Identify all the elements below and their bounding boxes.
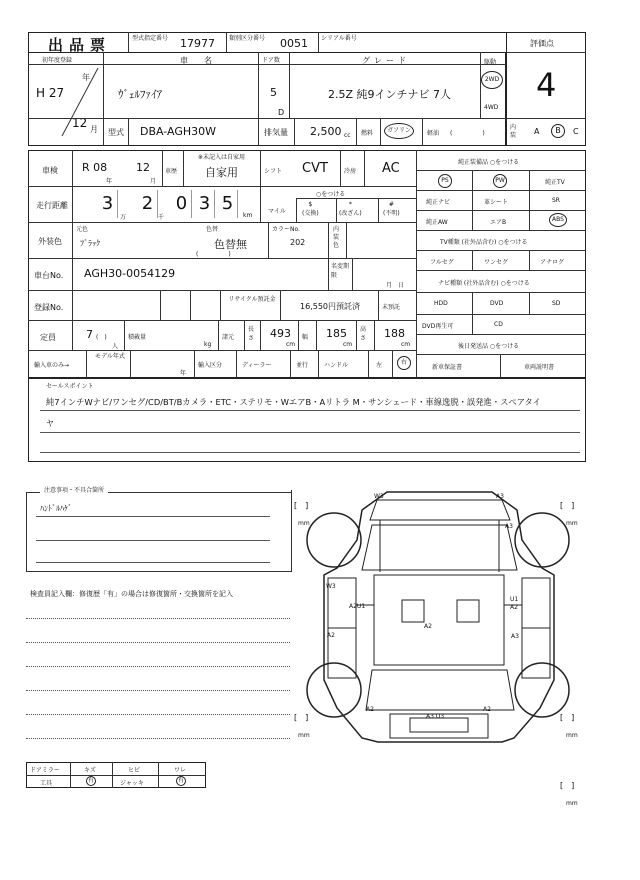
model-label: 型式 bbox=[108, 128, 124, 137]
interior-label: 内装 bbox=[510, 124, 517, 139]
km-unit: km bbox=[243, 212, 253, 219]
type-designation-no: 17977 bbox=[180, 37, 215, 50]
orig-color-label: 元色 bbox=[76, 226, 89, 233]
later-manual: 車両説明書 bbox=[524, 364, 555, 371]
inspector-line bbox=[26, 738, 290, 739]
eq-pw-circled: PW bbox=[493, 174, 507, 188]
chassis-label: 車台No. bbox=[34, 271, 64, 280]
wheel-rear-left bbox=[307, 663, 361, 717]
bracket-rear-right: [ ] bbox=[560, 713, 575, 722]
dims-label: 諸元 bbox=[222, 334, 235, 341]
grade-value: 2.5Z 純9インチナビ 7人 bbox=[328, 88, 452, 101]
mileage-digit: 3 bbox=[98, 190, 118, 218]
year-unit: 年 bbox=[82, 73, 90, 82]
length-cm: cm bbox=[286, 341, 296, 348]
navi-title: ナビ種類 (社外品含む) ○をつける bbox=[438, 280, 530, 287]
eq-genuine-aw: 純正AW bbox=[426, 219, 448, 226]
shift-label: シフト bbox=[264, 168, 283, 175]
fuel-other: ( ) bbox=[450, 130, 485, 137]
unknown-option: # (不明) bbox=[383, 201, 400, 217]
length-label: 長さ bbox=[248, 326, 255, 342]
exchange-option: $ (交換) bbox=[302, 201, 319, 217]
notes-text: ﾊﾝﾄﾞﾙﾊｹﾞ bbox=[40, 504, 72, 513]
interior-c: C bbox=[573, 127, 579, 136]
dmg-a2-bottom: A2 bbox=[366, 706, 374, 713]
model-year-unit: 年 bbox=[180, 370, 187, 377]
bracket-front-left: [ ] bbox=[294, 501, 309, 510]
eq-airbag: エアB bbox=[490, 219, 507, 226]
mm-rear-left: mm bbox=[298, 732, 310, 739]
inspection-value: R 08 bbox=[82, 161, 108, 174]
mm-front-right: mm bbox=[566, 520, 578, 527]
roof-right-panel bbox=[457, 600, 479, 622]
navi-sd: SD bbox=[552, 300, 561, 307]
dmg-a2-left: A2 bbox=[327, 632, 335, 639]
displacement-label: 排気量 bbox=[264, 128, 288, 137]
fuel-gasoline-circled: ガソリン bbox=[384, 123, 414, 139]
inspector-label: 検査員記入欄：修復歴「有」の場合は修復箇所・交換箇所を記入 bbox=[30, 590, 233, 598]
eq-genuine-navi: 純正ナビ bbox=[426, 199, 451, 206]
dmg-a3u3: A3 U3 bbox=[426, 713, 445, 720]
reg-label: 登録No. bbox=[34, 303, 64, 312]
handle-label: ハンドル bbox=[324, 362, 349, 369]
displacement-value: 2,500 bbox=[310, 125, 342, 138]
type-designation-label: 型式指定番号 bbox=[132, 35, 169, 42]
navi-cd: CD bbox=[494, 321, 503, 328]
dmg-a3-top: A3 bbox=[496, 493, 504, 500]
height-cm: cm bbox=[401, 341, 411, 348]
mileage-digit: 5 bbox=[218, 190, 238, 218]
orig-color-value: ﾌﾞﾗｯｸ bbox=[80, 239, 100, 248]
history-value: 自家用 bbox=[205, 166, 238, 179]
inspector-line bbox=[26, 690, 290, 691]
legend-crack: ヒビ bbox=[128, 767, 141, 774]
serial-label: シリアル番号 bbox=[321, 35, 357, 42]
car-name: ｳﾞｪﾙﾌｧｲｱ bbox=[118, 88, 162, 101]
capacity-label: 定員 bbox=[40, 333, 56, 342]
length-value: 493 bbox=[270, 327, 291, 340]
bracket-spare: [ ] bbox=[560, 781, 575, 790]
kg-unit: kg bbox=[204, 341, 212, 348]
wheel-rear-right bbox=[515, 663, 569, 717]
tv-title: TV種類 (社外品含む) ○をつける bbox=[440, 239, 528, 246]
import-cat-label: 輸入区分 bbox=[198, 362, 223, 369]
dealer-option: ディーラー bbox=[242, 362, 272, 369]
legend-jack-yes bbox=[176, 776, 186, 786]
color-no-value: 202 bbox=[290, 238, 306, 247]
doors-value: 5 bbox=[270, 86, 277, 99]
tools-yes-circled: 有 bbox=[87, 777, 94, 784]
roof bbox=[374, 575, 504, 665]
capacity-paren: ( ) bbox=[96, 334, 107, 341]
rear-plate bbox=[410, 718, 468, 732]
eq-abs-circled: ABS bbox=[549, 213, 567, 227]
width-value: 185 bbox=[326, 327, 347, 340]
grade-label: グレード bbox=[362, 56, 410, 65]
interior-b bbox=[551, 124, 565, 138]
history-note: ※未記入は自家用 bbox=[198, 154, 246, 161]
car-diagram bbox=[292, 480, 592, 810]
eq-abs bbox=[549, 213, 567, 227]
cc-unit: cc bbox=[344, 132, 351, 139]
windshield bbox=[370, 500, 510, 520]
legend-jack: ジャッキ bbox=[120, 780, 144, 787]
dmg-a2-center: A2 bbox=[424, 623, 432, 630]
tv-fullseg: フルセグ bbox=[430, 259, 454, 266]
handle-right-circled: 右 bbox=[397, 356, 411, 370]
eq-sr: SR bbox=[552, 197, 560, 204]
recycle-value: 16,550円預託済 bbox=[300, 302, 360, 311]
rear-window bbox=[366, 670, 514, 710]
mileage-label: 走行距離 bbox=[36, 201, 68, 210]
drive-label: 駆動 bbox=[484, 59, 497, 66]
mm-spare: mm bbox=[566, 800, 578, 807]
dmg-a2u1: A2U1 bbox=[349, 603, 366, 610]
mark-note: ○をつける bbox=[316, 191, 346, 198]
roof-left-panel bbox=[402, 600, 424, 622]
rating-value: 4 bbox=[536, 66, 557, 104]
eq-leather: 革シート bbox=[484, 199, 509, 206]
car-name-label: 車 名 bbox=[180, 56, 216, 65]
drive-2wd bbox=[481, 71, 503, 89]
genuine-title: 純正装備品 ○をつける bbox=[458, 159, 520, 166]
dmg-a3-mid: A3 bbox=[511, 633, 519, 640]
sales-line1: 純7インチWナビ/ワンセグ/CD/BT/Bカメラ・ETC・ステリモ・WエアB・Aリトラ M・サンシェード・車線逸脱・誤発進・スペアタイ bbox=[46, 397, 541, 407]
tv-oneseg: ワンセグ bbox=[484, 259, 509, 266]
sales-label: セールスポイント bbox=[46, 383, 94, 390]
eq-ps-circled: PS bbox=[438, 174, 452, 188]
bracket-rear-left: [ ] bbox=[294, 713, 309, 722]
eq-genuine-tv: 純正TV bbox=[545, 179, 565, 186]
parallel-option: 並行 bbox=[296, 362, 309, 369]
insp-month: 12 bbox=[136, 161, 150, 174]
width-label: 幅 bbox=[302, 334, 309, 341]
navi-dvd-play: DVD再生可 bbox=[422, 323, 454, 330]
later-warranty: 新車保証書 bbox=[432, 364, 463, 371]
door-suffix: D bbox=[278, 108, 285, 117]
later-title: 後日発送品 ○をつける bbox=[458, 343, 520, 350]
mm-front-left: mm bbox=[298, 520, 310, 527]
height-value: 188 bbox=[384, 327, 405, 340]
shift-value: CVT bbox=[302, 161, 328, 176]
dmg-w3-top: W3 bbox=[374, 493, 384, 500]
color-row-label: 外装色 bbox=[38, 237, 62, 246]
fuel-gasoline bbox=[384, 123, 414, 139]
fuel-label: 燃料 bbox=[361, 130, 374, 137]
capacity-unit: 人 bbox=[112, 343, 119, 350]
legend-scratch: キズ bbox=[84, 767, 96, 774]
color-paren: ( ) bbox=[196, 251, 231, 258]
first-reg-label: 初年度登録 bbox=[42, 57, 73, 64]
notes-label: 注意事項・不具合箇所 bbox=[40, 485, 108, 494]
hood bbox=[362, 525, 517, 570]
name-change-unit: 月 日 bbox=[386, 282, 405, 289]
mileage-digit: 3 bbox=[195, 190, 215, 218]
rating-label: 評価点 bbox=[530, 39, 554, 48]
mileage-sen: 千 bbox=[158, 214, 165, 221]
legend-door-mirror: ドアミラー bbox=[30, 767, 60, 774]
name-change-label: 名変期限 bbox=[331, 263, 350, 279]
eq-ps bbox=[438, 174, 452, 188]
first-reg-era: H 27 bbox=[36, 86, 65, 100]
history-label: 車歴 bbox=[165, 168, 178, 175]
legend-broken: ワレ bbox=[174, 767, 187, 774]
bracket-front-right: [ ] bbox=[560, 501, 575, 510]
dmg-u1-right: U1 A2 bbox=[510, 596, 519, 611]
interior-a: A bbox=[534, 127, 540, 136]
jack-yes-circled: 有 bbox=[177, 777, 184, 784]
mile-label: マイル bbox=[268, 208, 286, 215]
mileage-man: 万 bbox=[120, 214, 127, 221]
category-no: 0051 bbox=[280, 37, 308, 50]
eq-pw bbox=[493, 174, 507, 188]
capacity-value: 7 bbox=[86, 328, 93, 341]
dmg-a2-bottom-right: A2 bbox=[483, 706, 491, 713]
tampered-option: * (改ざん) bbox=[339, 201, 362, 217]
tv-analog: アナログ bbox=[540, 259, 565, 266]
chassis-value: AGH30-0054129 bbox=[84, 267, 176, 280]
navi-hdd: HDD bbox=[434, 300, 448, 307]
interior-b-circled: B bbox=[551, 124, 565, 138]
dmg-a3-right: A3 bbox=[505, 523, 513, 530]
handle-left: 左 bbox=[376, 362, 383, 369]
fuel-diesel: 軽油 bbox=[427, 130, 440, 137]
dmg-w3-left: W3 bbox=[326, 583, 336, 590]
interior-color-label: 内装色 bbox=[333, 226, 340, 249]
inspector-line bbox=[26, 666, 290, 667]
model-year-label: モデル年式 bbox=[95, 353, 125, 360]
ac-label: 冷房 bbox=[344, 168, 357, 175]
month-unit: 月 bbox=[90, 125, 98, 134]
doors-label: ドア数 bbox=[262, 57, 280, 64]
sales-line2: ヤ bbox=[46, 419, 54, 428]
color-change-value: 色替無 bbox=[214, 238, 247, 251]
legend-tools: 工具 bbox=[40, 780, 53, 787]
insp-month-unit: 月 bbox=[150, 178, 157, 185]
legend-tools-yes bbox=[86, 776, 96, 786]
handle-right bbox=[397, 356, 411, 370]
recycle-label: リサイクル預託金 bbox=[228, 296, 276, 303]
mileage-digit: 2 bbox=[138, 190, 158, 218]
category-label: 類別区分番号 bbox=[229, 35, 266, 42]
load-label: 積載量 bbox=[128, 334, 147, 341]
first-reg-month: 12 bbox=[72, 116, 88, 130]
wheel-front-left bbox=[307, 513, 361, 567]
inspector-line bbox=[26, 642, 290, 643]
height-label: 高さ bbox=[360, 326, 367, 342]
inspector-line bbox=[26, 714, 290, 715]
insp-year-unit: 年 bbox=[106, 178, 113, 185]
model-value: DBA-AGH30W bbox=[140, 125, 217, 138]
color-no-label: カラーNo. bbox=[272, 226, 300, 233]
wheel-front-right bbox=[515, 513, 569, 567]
form-title: 出品票 bbox=[48, 36, 112, 54]
import-label: 輸入車のみ→ bbox=[34, 362, 70, 369]
drive-2wd-circled: 2WD bbox=[481, 71, 503, 89]
color-label: 色替 bbox=[206, 226, 219, 233]
width-cm: cm bbox=[343, 341, 353, 348]
inspector-line bbox=[26, 618, 290, 619]
navi-dvd: DVD bbox=[490, 300, 504, 307]
inspection-label: 車検 bbox=[42, 166, 58, 175]
mm-rear-right: mm bbox=[566, 732, 578, 739]
drive-4wd: 4WD bbox=[484, 104, 499, 111]
mileage-digit: 0 bbox=[172, 190, 192, 218]
recycle-un: 未預託 bbox=[382, 304, 401, 311]
ac-value: AC bbox=[382, 161, 400, 176]
sales-box bbox=[28, 378, 586, 462]
